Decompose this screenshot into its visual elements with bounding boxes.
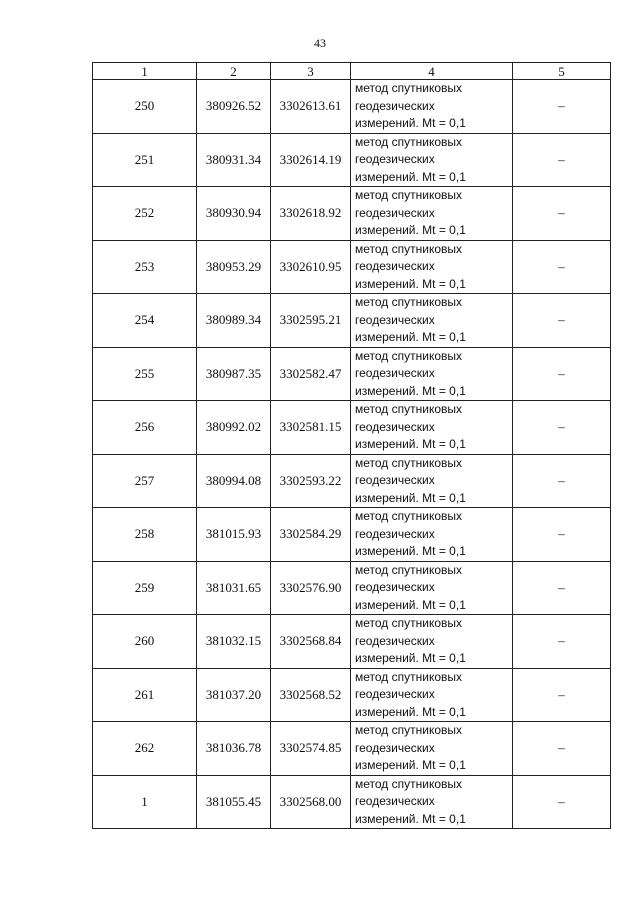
y-coordinate-cell: 3302568.52 bbox=[271, 668, 351, 722]
method-cell bbox=[351, 80, 513, 134]
x-coordinate-cell: 380989.34 bbox=[197, 294, 271, 348]
table-row bbox=[93, 133, 611, 187]
note-cell: – bbox=[513, 347, 611, 401]
method-line: геодезических bbox=[355, 152, 435, 166]
method-line: метод спутниковых bbox=[355, 188, 463, 202]
method-line: геодезических bbox=[355, 98, 435, 113]
method-line: измерений. Mt = 0,1 bbox=[355, 437, 466, 451]
method-line: измерений. Mt = 0,1 bbox=[355, 758, 466, 772]
method-line: метод спутниковых bbox=[355, 562, 463, 577]
point-number-cell: 261 bbox=[93, 668, 197, 722]
table-row bbox=[93, 454, 611, 508]
method-line: геодезических bbox=[355, 366, 435, 380]
y-coordinate-cell: 3302595.21 bbox=[271, 294, 351, 348]
table-row bbox=[93, 240, 611, 294]
note-cell: – bbox=[513, 401, 611, 455]
point-number-cell: 253 bbox=[93, 240, 197, 294]
y-coordinate-cell: 3302568.00 bbox=[271, 775, 351, 829]
y-coordinate-cell: 3302568.84 bbox=[271, 615, 351, 669]
method-line: метод спутниковых bbox=[355, 669, 463, 684]
y-coordinate-cell: 3302574.85 bbox=[271, 722, 351, 776]
method-line: метод спутниковых bbox=[355, 723, 463, 737]
x-coordinate-cell: 380930.94 bbox=[197, 187, 271, 241]
table-row bbox=[93, 401, 611, 455]
method-line: метод спутниковых bbox=[355, 616, 463, 630]
table-row bbox=[93, 668, 611, 722]
method-line: геодезических bbox=[355, 794, 435, 808]
table-row bbox=[93, 347, 611, 401]
point-number-cell: 259 bbox=[93, 561, 197, 615]
table-row bbox=[93, 508, 611, 562]
x-coordinate-cell: 381031.65 bbox=[197, 561, 271, 615]
method-line: измерений. Mt = 0,1 bbox=[355, 276, 466, 291]
note-cell: – bbox=[513, 775, 611, 829]
method-line: геодезических bbox=[355, 633, 435, 648]
method-cell bbox=[351, 401, 513, 455]
method-line: измерений. Mt = 0,1 bbox=[355, 223, 466, 237]
x-coordinate-cell: 381032.15 bbox=[197, 615, 271, 669]
method-cell bbox=[351, 347, 513, 401]
x-coordinate-cell: 380931.34 bbox=[197, 133, 271, 187]
header-col-2: 2 bbox=[197, 63, 271, 80]
point-number-cell: 252 bbox=[93, 187, 197, 241]
point-number-cell: 258 bbox=[93, 508, 197, 562]
point-number-cell: 251 bbox=[93, 133, 197, 187]
y-coordinate-cell: 3302582.47 bbox=[271, 347, 351, 401]
note-cell: – bbox=[513, 615, 611, 669]
note-cell: – bbox=[513, 454, 611, 508]
note-cell: – bbox=[513, 240, 611, 294]
x-coordinate-cell: 381055.45 bbox=[197, 775, 271, 829]
y-coordinate-cell: 3302593.22 bbox=[271, 454, 351, 508]
header-col-5: 5 bbox=[513, 63, 611, 80]
method-cell bbox=[351, 722, 513, 776]
x-coordinate-cell: 381015.93 bbox=[197, 508, 271, 562]
method-line: измерений. Mt = 0,1 bbox=[355, 169, 466, 184]
method-cell bbox=[351, 240, 513, 294]
point-number-cell: 1 bbox=[93, 775, 197, 829]
note-cell: – bbox=[513, 668, 611, 722]
point-number-cell: 255 bbox=[93, 347, 197, 401]
method-line: метод спутниковых bbox=[355, 348, 463, 363]
y-coordinate-cell: 3302576.90 bbox=[271, 561, 351, 615]
method-line: измерений. Mt = 0,1 bbox=[355, 116, 466, 130]
method-cell bbox=[351, 454, 513, 508]
method-line: метод спутниковых bbox=[355, 295, 463, 309]
method-cell bbox=[351, 187, 513, 241]
header-col-3: 3 bbox=[271, 63, 351, 80]
method-line: геодезических bbox=[355, 526, 435, 541]
method-cell bbox=[351, 615, 513, 669]
method-cell bbox=[351, 294, 513, 348]
point-number-cell: 257 bbox=[93, 454, 197, 508]
point-number-cell: 254 bbox=[93, 294, 197, 348]
method-line: метод спутниковых bbox=[355, 402, 463, 416]
point-number-cell: 260 bbox=[93, 615, 197, 669]
note-cell: – bbox=[513, 508, 611, 562]
y-coordinate-cell: 3302613.61 bbox=[271, 80, 351, 134]
x-coordinate-cell: 380953.29 bbox=[197, 240, 271, 294]
method-line: измерений. Mt = 0,1 bbox=[355, 383, 466, 398]
method-line: метод спутниковых bbox=[355, 241, 463, 256]
y-coordinate-cell: 3302610.95 bbox=[271, 240, 351, 294]
note-cell: – bbox=[513, 561, 611, 615]
header-col-1: 1 bbox=[93, 63, 197, 80]
header-col-4: 4 bbox=[351, 63, 513, 80]
x-coordinate-cell: 381037.20 bbox=[197, 668, 271, 722]
table-row bbox=[93, 187, 611, 241]
method-cell bbox=[351, 775, 513, 829]
note-cell: – bbox=[513, 294, 611, 348]
table-row bbox=[93, 615, 611, 669]
x-coordinate-cell: 381036.78 bbox=[197, 722, 271, 776]
table-row bbox=[93, 722, 611, 776]
method-line: геодезических bbox=[355, 312, 435, 327]
table-row bbox=[93, 775, 611, 829]
x-coordinate-cell: 380992.02 bbox=[197, 401, 271, 455]
y-coordinate-cell: 3302618.92 bbox=[271, 187, 351, 241]
point-number-cell: 250 bbox=[93, 80, 197, 134]
method-line: геодезических bbox=[355, 259, 435, 273]
method-cell bbox=[351, 508, 513, 562]
method-line: измерений. Mt = 0,1 bbox=[355, 597, 466, 612]
x-coordinate-cell: 380994.08 bbox=[197, 454, 271, 508]
note-cell: – bbox=[513, 187, 611, 241]
method-line: геодезических bbox=[355, 205, 435, 220]
table-row bbox=[93, 561, 611, 615]
method-cell bbox=[351, 133, 513, 187]
method-line: метод спутниковых bbox=[355, 455, 463, 470]
method-line: метод спутниковых bbox=[355, 509, 463, 523]
note-cell: – bbox=[513, 80, 611, 134]
y-coordinate-cell: 3302581.15 bbox=[271, 401, 351, 455]
table-row bbox=[93, 294, 611, 348]
method-cell bbox=[351, 561, 513, 615]
method-cell bbox=[351, 668, 513, 722]
point-number-cell: 256 bbox=[93, 401, 197, 455]
method-line: геодезических bbox=[355, 419, 435, 434]
method-line: измерений. Mt = 0,1 bbox=[355, 330, 466, 344]
method-line: метод спутниковых bbox=[355, 776, 463, 791]
method-line: измерений. Mt = 0,1 bbox=[355, 651, 466, 665]
x-coordinate-cell: 380926.52 bbox=[197, 80, 271, 134]
method-line: метод спутниковых bbox=[355, 81, 463, 95]
y-coordinate-cell: 3302584.29 bbox=[271, 508, 351, 562]
note-cell: – bbox=[513, 133, 611, 187]
y-coordinate-cell: 3302614.19 bbox=[271, 133, 351, 187]
note-cell: – bbox=[513, 722, 611, 776]
point-number-cell: 262 bbox=[93, 722, 197, 776]
method-line: геодезических bbox=[355, 740, 435, 755]
coordinates-table bbox=[92, 62, 611, 829]
method-line: геодезических bbox=[355, 473, 435, 487]
method-line: метод спутниковых bbox=[355, 134, 463, 149]
page-number: 43 bbox=[314, 36, 326, 50]
table-row bbox=[93, 80, 611, 134]
method-line: геодезических bbox=[355, 580, 435, 594]
method-line: измерений. Mt = 0,1 bbox=[355, 704, 466, 719]
method-line: измерений. Mt = 0,1 bbox=[355, 490, 466, 505]
x-coordinate-cell: 380987.35 bbox=[197, 347, 271, 401]
table-body bbox=[93, 80, 611, 829]
method-line: измерений. Mt = 0,1 bbox=[355, 811, 466, 826]
table-header bbox=[93, 63, 611, 80]
method-line: геодезических bbox=[355, 687, 435, 701]
header-row bbox=[93, 63, 611, 80]
method-line: измерений. Mt = 0,1 bbox=[355, 544, 466, 558]
